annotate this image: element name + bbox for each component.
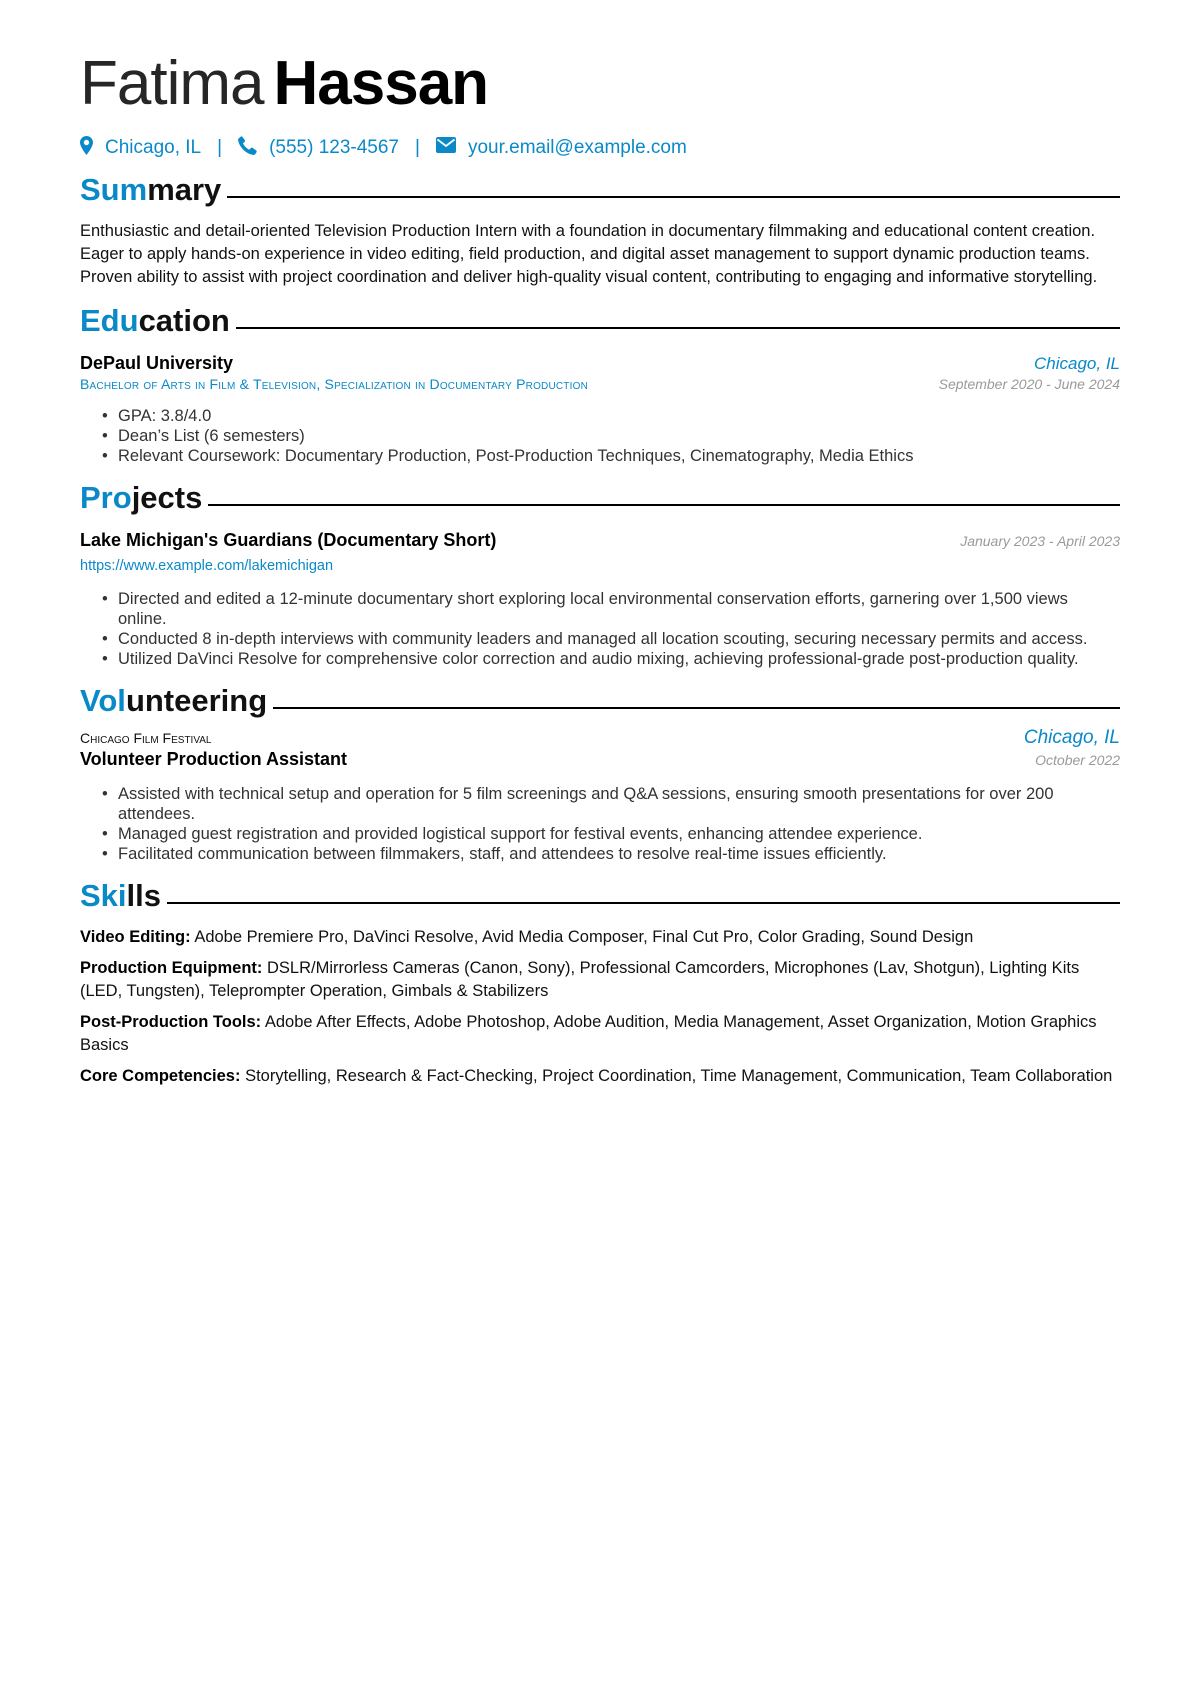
summary-text: Enthusiastic and detail-oriented Television Production Intern with a foundation in documentary filmmaking and educational content creation. Eager to apply hands-on experience in video editing, field production, and digital asset management to support dynamic production teams. Proven ability to assist with project coordination and deliver high-quality visual content, contributing to engaging and informative storytelling. — [80, 222, 1098, 286]
contact-email[interactable] — [436, 137, 687, 159]
project-dates: January 2023 - April 2023 — [960, 533, 1120, 549]
skill-label: Video Editing: — [80, 928, 191, 946]
list-item: • GPA: 3.8/4.0 — [118, 406, 1120, 426]
section-rule — [167, 902, 1120, 904]
title-highlight: Sum — [80, 172, 148, 207]
skill-row — [80, 926, 1120, 949]
volunteering-header-row — [80, 727, 1120, 749]
location-text: Chicago, IL — [105, 137, 202, 158]
contact-location — [80, 136, 201, 161]
education-dates: September 2020 - June 2024 — [938, 376, 1120, 392]
list-item: • Relevant Coursework: Documentary Production, Post-Production Techniques, Cinematography, Media Ethics — [118, 446, 1120, 466]
phone-text: (555) 123-4567 — [269, 137, 399, 158]
title-highlight: Ski — [80, 878, 127, 913]
section-rule — [273, 707, 1120, 709]
section-education-heading — [80, 299, 1120, 343]
list-item: • Utilized DaVinci Resolve for comprehensive color correction and audio mixing, achieving professional-grade post-production quality. — [118, 649, 1120, 669]
title-rest: jects — [131, 480, 203, 515]
section-title — [80, 878, 161, 914]
skill-text: DSLR/Mirrorless Cameras (Canon, Sony), Professional Camcorders, Microphones (Lav, Shotgun), Lighting Kits (LED, Tungsten), Teleprompter Operation, Gimbals & Stabilizers — [80, 959, 1080, 1000]
education-header-row — [80, 353, 1120, 374]
section-title — [80, 683, 267, 719]
resume-page — [80, 0, 1120, 1096]
project-title: Lake Michigan's Guardians (Documentary Short) — [80, 530, 497, 550]
section-rule — [208, 504, 1120, 506]
skill-row — [80, 957, 1120, 1003]
skill-label: Post-Production Tools: — [80, 1013, 262, 1031]
education-location: Chicago, IL — [1034, 354, 1120, 373]
skills-list — [80, 926, 1120, 1088]
project-header-row — [80, 530, 1120, 551]
degree: Bachelor of Arts in Film & Television, Specialization in Documentary Production — [80, 376, 588, 392]
section-rule — [236, 327, 1120, 329]
separator: | — [217, 137, 223, 158]
first-name: Fatima — [80, 49, 264, 118]
envelope-icon — [436, 137, 456, 159]
title-highlight: Vol — [80, 683, 126, 718]
list-item: • Directed and edited a 12-minute documentary short exploring local environmental conservation efforts, garnering over 1,500 views online. — [118, 589, 1120, 629]
project-bullets — [80, 589, 1120, 669]
project-link-row — [80, 557, 1120, 575]
separator: | — [415, 137, 420, 158]
title-rest: unteering — [125, 683, 268, 718]
candidate-name — [80, 44, 1120, 124]
section-title — [80, 172, 221, 208]
project-entry — [80, 530, 1120, 669]
title-rest: mary — [147, 172, 222, 207]
skill-row — [80, 1011, 1120, 1057]
section-skills-heading — [80, 874, 1120, 918]
skill-text: Storytelling, Research & Fact-Checking, Project Coordination, Time Management, Communication, Team Collaboration — [245, 1067, 1113, 1085]
list-item: • Facilitated communication between filmmakers, staff, and attendees to resolve real-time issues efficiently. — [118, 844, 1120, 864]
list-item: • Managed guest registration and provided logistical support for festival events, enhancing attendee experience. — [118, 824, 1120, 844]
education-bullets — [80, 406, 1120, 466]
skill-label: Production Equipment: — [80, 959, 263, 977]
section-rule — [227, 196, 1120, 198]
section-title — [80, 480, 202, 516]
education-entry — [80, 353, 1120, 466]
last-name: Hassan — [273, 49, 489, 118]
section-projects-heading — [80, 476, 1120, 520]
section-summary-heading — [80, 168, 1120, 212]
volunteering-bullets — [80, 784, 1120, 864]
volunteering-sub-row — [80, 749, 1120, 770]
skill-label: Core Competencies: — [80, 1067, 241, 1085]
title-highlight: Edu — [80, 303, 139, 338]
list-item: • Assisted with technical setup and operation for 5 film screenings and Q&A sessions, ensuring smooth presentations for over 200 attendees. — [118, 784, 1120, 824]
list-item: • Dean’s List (6 semesters) — [118, 426, 1120, 446]
title-rest: cation — [138, 303, 230, 338]
contact-phone[interactable] — [238, 136, 399, 161]
skill-text: Adobe Premiere Pro, DaVinci Resolve, Avid Media Composer, Final Cut Pro, Color Grading, Sound Design — [194, 928, 974, 946]
skill-text: Adobe After Effects, Adobe Photoshop, Adobe Audition, Media Management, Asset Organization, Motion Graphics Basics — [80, 1013, 1097, 1054]
email-text: your.email@example.com — [467, 137, 687, 158]
volunteering-dates: October 2022 — [1035, 752, 1120, 768]
volunteering-location: Chicago, IL — [1023, 727, 1120, 748]
project-link[interactable]: https://www.example.com/lakemichigan — [80, 558, 334, 574]
title-highlight: Pro — [80, 480, 132, 515]
volunteering-entry — [80, 727, 1120, 864]
skill-row — [80, 1065, 1120, 1088]
school-name: DePaul University — [80, 353, 234, 373]
title-rest: lls — [126, 878, 161, 913]
list-item: • Conducted 8 in-depth interviews with community leaders and managed all location scouting, securing necessary permits and access. — [118, 629, 1120, 649]
volunteer-role: Volunteer Production Assistant — [80, 749, 348, 769]
contact-row — [80, 134, 1120, 162]
section-volunteering-heading — [80, 679, 1120, 723]
map-marker-icon — [80, 136, 93, 161]
education-sub-row — [80, 376, 1120, 392]
section-title — [80, 303, 230, 339]
organization: Chicago Film Festival — [80, 730, 212, 746]
phone-icon — [238, 136, 257, 161]
